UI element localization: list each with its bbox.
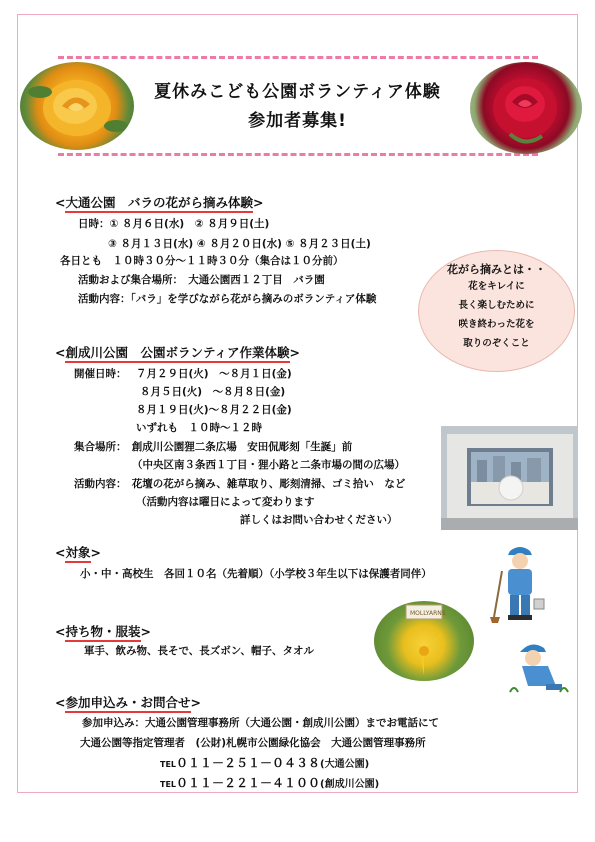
heading-bracket-open: < bbox=[55, 545, 66, 560]
bubble-line: 花をキレイに bbox=[468, 281, 525, 292]
heading-bracket-close: > bbox=[90, 545, 101, 560]
soseigawa-content3: 詳しくはお問い合わせください） bbox=[240, 514, 398, 526]
soseigawa-date3: ８月１９日(火)～８月２２日(金) bbox=[136, 404, 292, 416]
contact-tel-soseigawa bbox=[160, 774, 379, 791]
tel-note-soseigawa: (創成川公園) bbox=[320, 779, 380, 790]
bubble-line: 取りのぞくこと bbox=[463, 338, 530, 349]
section-contact-heading bbox=[55, 693, 201, 711]
section-belongings-title: 持ち物・服装 bbox=[65, 624, 140, 642]
bubble-line: 咲き終わった花を bbox=[458, 319, 535, 330]
contact-line2: 大通公園等指定管理者 (公財)札幌市公園緑化協会 大通公園管理事務所 bbox=[80, 737, 426, 749]
odori-dates-line1: 日時：① ８月６日(水) ② ８月９日(土) bbox=[78, 218, 270, 230]
target-text: 小・中・高校生 各回１０名（先着順）（小学校３年生以下は保護者同伴） bbox=[80, 568, 432, 580]
odori-time: 各日とも １０時３０分～１１時３０分（集合は１０分前） bbox=[60, 255, 344, 267]
section-target-title: 対象 bbox=[65, 545, 90, 563]
hanagara-explanation-bubble bbox=[418, 250, 575, 372]
tel-label: TEL bbox=[160, 760, 177, 769]
soseigawa-date2: ８月５日(火) ～８月８日(金) bbox=[140, 386, 286, 398]
odori-content: 活動内容：「バラ」を学びながら花がら摘みのボランティア体験 bbox=[78, 293, 377, 305]
tel-number-odori: ０１１－２５１－０４３８ bbox=[176, 756, 321, 770]
contact-line1: 参加申込み：大通公園管理事務所（大通公園・創成川公園）までお電話にて bbox=[82, 717, 439, 729]
contact-tel-odori bbox=[160, 754, 369, 771]
belongings-text: 軍手、飲み物、長そで、長ズボン、帽子、タオル bbox=[84, 645, 314, 657]
header-bottom-divider bbox=[58, 153, 538, 156]
section-contact-title: 参加申込み・お問合せ bbox=[65, 695, 190, 713]
yellow-rose-image bbox=[20, 62, 134, 150]
soseigawa-date-label: 開催日時： bbox=[74, 368, 127, 380]
soseigawa-content2: （活動内容は曜日によって変わります bbox=[136, 496, 315, 508]
soseigawa-date1: ７月２９日(火) ～８月１日(金) bbox=[136, 368, 292, 380]
bubble-title: 花がら摘みとは・・ bbox=[447, 263, 546, 276]
heading-bracket-open: < bbox=[55, 624, 66, 639]
section-odori-title: 大通公園 バラの花がら摘み体験 bbox=[65, 195, 253, 213]
heading-bracket-close: > bbox=[140, 624, 151, 639]
gardening-worker-illustration bbox=[508, 640, 570, 696]
red-rose-image bbox=[470, 62, 582, 154]
header-top-divider bbox=[58, 56, 538, 59]
sculpture-photo bbox=[441, 426, 578, 530]
section-soseigawa-title: 創成川公園 公園ボランティア作業体験 bbox=[65, 345, 289, 363]
heading-bracket-close: > bbox=[190, 695, 201, 710]
garden-sign-text: MOLLYARNS bbox=[410, 610, 446, 617]
soseigawa-time: いずれも １０時～１２時 bbox=[136, 422, 262, 434]
heading-bracket-close: > bbox=[253, 195, 264, 210]
heading-bracket-open: < bbox=[55, 695, 66, 710]
heading-bracket-open: < bbox=[55, 195, 66, 210]
soseigawa-content1: 活動内容： 花壇の花がら摘み、雑草取り、彫刻清掃、ゴミ拾い など bbox=[74, 478, 406, 490]
tel-number-soseigawa: ０１１－２２１－４１００ bbox=[176, 776, 321, 790]
section-belongings-heading bbox=[55, 622, 151, 640]
yellow-lily-image bbox=[374, 601, 474, 681]
volunteer-worker-illustration bbox=[488, 543, 548, 623]
section-soseigawa-heading bbox=[55, 343, 300, 361]
odori-dates-line2: ③ ８月１３日(水) ④ ８月２０日(水) ⑤ ８月２３日(土) bbox=[108, 238, 371, 250]
heading-bracket-close: > bbox=[289, 345, 300, 360]
page-subtitle: 参加者募集! bbox=[248, 111, 347, 131]
heading-bracket-open: < bbox=[55, 345, 66, 360]
tel-note-odori: (大通公園) bbox=[320, 759, 370, 770]
section-odori-heading bbox=[55, 193, 263, 211]
odori-place: 活動および集合場所： 大通公園西１２丁目 バラ園 bbox=[78, 274, 325, 286]
soseigawa-place1: 集合場所： 創成川公園狸二条広場 安田侃彫刻「生誕」前 bbox=[74, 441, 353, 453]
section-target-heading bbox=[55, 543, 101, 561]
tel-label: TEL bbox=[160, 780, 177, 789]
soseigawa-place2: （中央区南３条西１丁目・狸小路と二条市場の間の広場） bbox=[132, 459, 405, 471]
page-title: 夏休みこども公園ボランティア体験 bbox=[154, 82, 441, 102]
bubble-line: 長く楽しむために bbox=[458, 300, 535, 311]
